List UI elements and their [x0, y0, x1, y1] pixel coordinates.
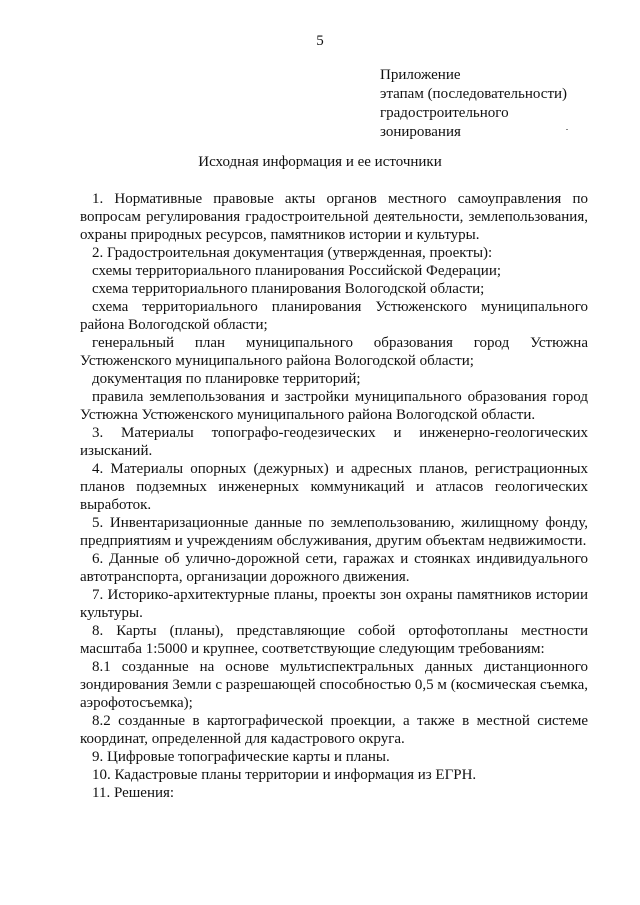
document-body [80, 190, 588, 802]
paragraph-subitem: правила землепользования и застройки муниципального образования город Устюжна Устюженского муниципального района Вологодской области. [80, 389, 588, 423]
appendix-line: Приложение [380, 67, 461, 83]
paragraph-item-9: 9. Цифровые топографические карты и планы. [92, 749, 390, 765]
appendix-line: зонирования [380, 124, 461, 140]
paragraph-item-5: 5. Инвентаризационные данные по землепользованию, жилищному фонду, предприятиям и учреждениям обслуживания, другим объектам недвижимости. [80, 515, 588, 549]
paragraph-item-11: 11. Решения: [92, 785, 175, 801]
paragraph-subitem-8-2: 8.2 созданные в картографической проекции, а также в местной системе координат, определенной для кадастрового округа. [80, 713, 588, 747]
paragraph-item-1: 1. Нормативные правовые акты органов местного самоуправления по вопросам регулирования градостроительной деятельности, землепользования, охраны природных ресурсов, памятников истории и культуры. [80, 191, 588, 243]
document-title: Исходная информация и ее источники [198, 154, 442, 170]
paragraph-subitem-8-1: 8.1 созданные на основе мультиспектральных данных дистанционного зондирования Земли с разрешающей способностью 0,5 м (космическая съемка, аэрофотосъемка); [80, 659, 588, 711]
paragraph-item-10: 10. Кадастровые планы территории и информация из ЕГРН. [92, 767, 477, 783]
paragraph-subitem: схема территориального планирования Вологодской области; [92, 281, 485, 297]
page-number: 5 [316, 33, 324, 49]
appendix-line: этапам (последовательности) [380, 86, 568, 102]
paragraph-item-2: 2. Градостроительная документация (утвержденная, проекты): [92, 245, 493, 261]
paragraph-subitem: схемы территориального планирования Российской Федерации; [92, 263, 502, 279]
scan-mark [566, 129, 568, 130]
appendix-line: градостроительного [380, 105, 509, 121]
paragraph-subitem: схема территориального планирования Устюженского муниципального района Вологодской области; [80, 299, 588, 333]
paragraph-item-8: 8. Карты (планы), представляющие собой ортофотопланы местности масштаба 1:5000 и крупнее, соответствующие следующим требованиям: [80, 623, 588, 657]
appendix-block [380, 66, 567, 142]
paragraph-subitem: документация по планировке территорий; [92, 371, 361, 387]
paragraph-item-4: 4. Материалы опорных (дежурных) и адресных планов, регистрационных планов подземных инженерных коммуникаций и атласов геологических выработок. [80, 461, 588, 513]
paragraph-item-3: 3. Материалы топографо-геодезических и инженерно-геологических изысканий. [80, 425, 588, 459]
paragraph-item-7: 7. Историко-архитектурные планы, проекты зон охраны памятников истории культуры. [80, 587, 588, 621]
paragraph-subitem: генеральный план муниципального образования город Устюжна Устюженского муниципального района Вологодской области; [80, 335, 588, 369]
paragraph-item-6: 6. Данные об улично-дорожной сети, гаражах и стоянках индивидуального автотранспорта, организации дорожного движения. [80, 551, 588, 585]
